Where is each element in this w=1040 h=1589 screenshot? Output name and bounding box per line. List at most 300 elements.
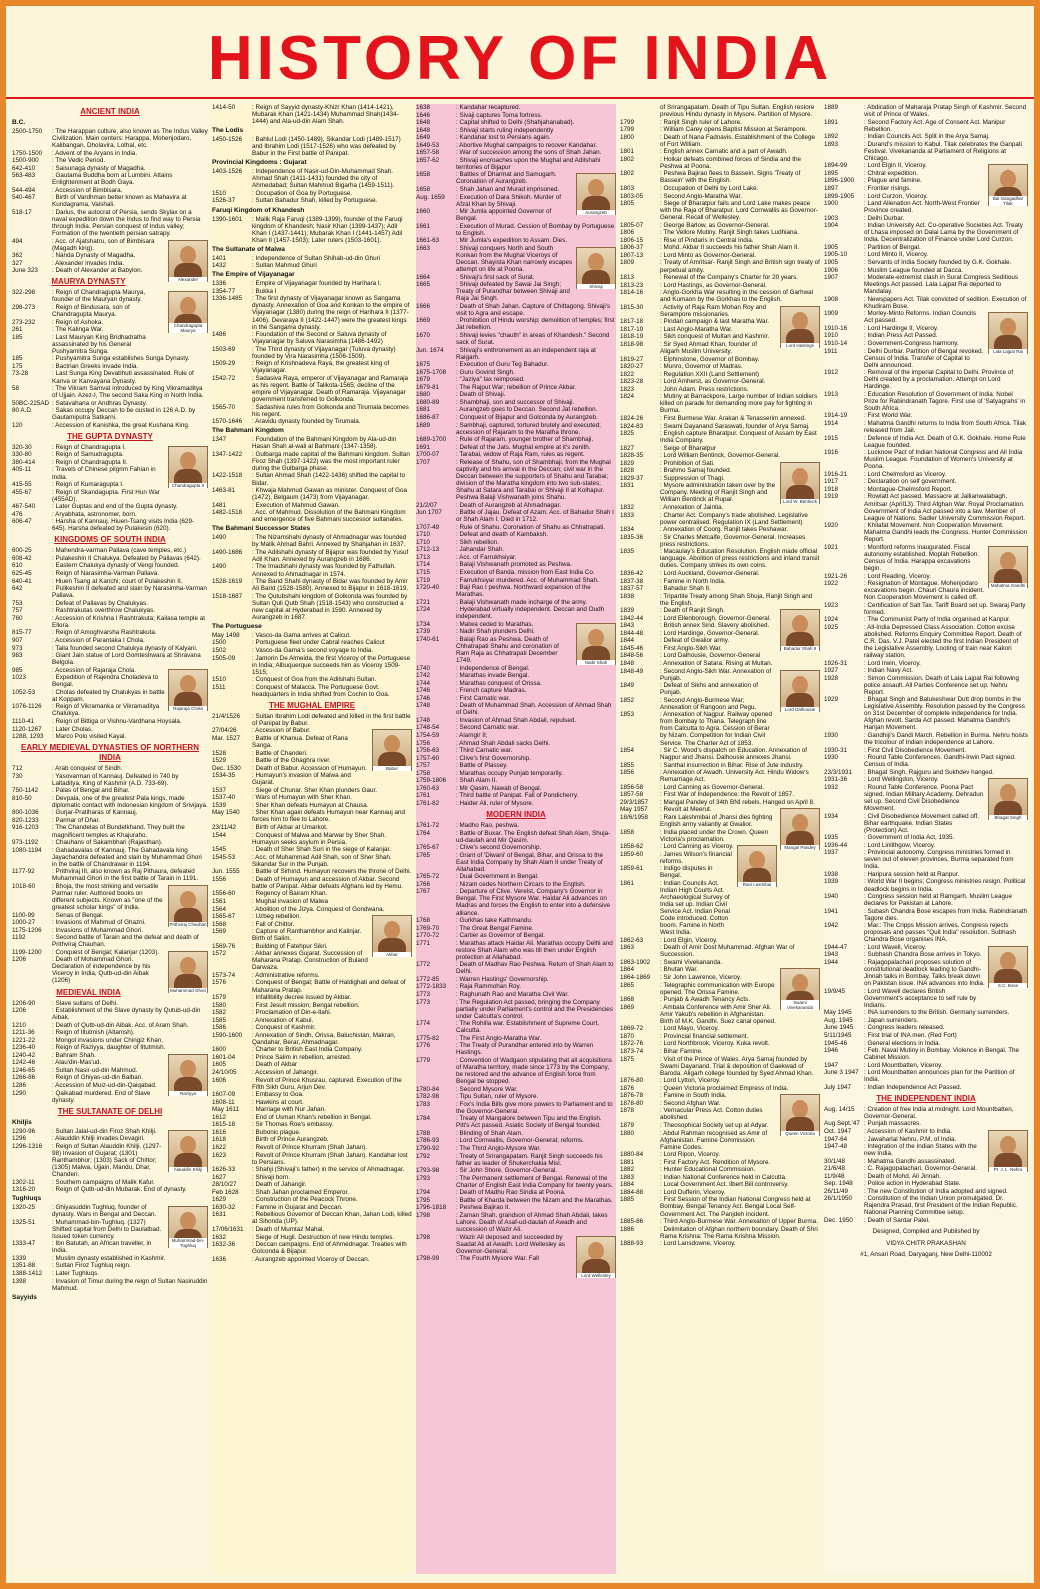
entry-date: 1900 [824,200,839,208]
entry-text: : Newspapers Act. Tilak convicted of sedition. Execution of Khudiram Bose. [864,295,1027,310]
entry-date: 642 [12,585,23,593]
entry-text: : Lord Lansdowne, Viceroy. [660,1240,736,1248]
entry-date: 1689 [416,421,431,429]
timeline-entry [12,187,208,194]
publisher-credit: Designed, Compiled and Published by [872,1228,980,1236]
entry-text: : Advent of the Aryans in India. [52,149,138,157]
timeline-entry [212,1002,412,1009]
entry-text: : Indian Independence Act Passed. [864,1083,962,1091]
timeline-entry [416,940,616,961]
portrait [168,1054,208,1096]
timeline-entry [212,487,412,501]
entry-text: : Accession of Krishna I Rashtrakuta; Kailasa temple at Ellora. [52,614,205,629]
timeline-entry [620,156,820,170]
entry-date: 1929 [824,696,839,704]
timeline-entry [416,925,616,932]
timeline-entry [212,549,412,563]
entry-text: : Last Anglo-Maratha War. [660,325,733,333]
entry-text: : Defeat of Pallavas by Chalukyas. [52,599,148,607]
timeline-entry [824,849,1028,870]
timeline-entry [12,726,208,733]
portrait [372,915,412,957]
portrait [780,670,820,712]
entry-date: 820-1233 [12,816,39,824]
timeline-entry [212,436,412,450]
poster [6,6,1034,1583]
timeline-entry [824,1128,985,1135]
entry-date: 1884-88 [620,1188,644,1196]
entry-date: 1302-11 [12,1178,35,1186]
timeline-entry [212,280,412,287]
entry-text: : Second Anglo-Sikh War. Annexation of Punjab. [660,667,772,682]
timeline-entry [824,1062,1028,1069]
entry-date: Dec. 1530 [212,764,241,772]
entry-date: 1661-63 [416,237,440,245]
timeline-entry [824,1084,1028,1091]
entry-date: 1649 [416,134,431,142]
entry-text: : Marco Polo visited Kayal. [52,733,127,741]
timeline-entry [212,1241,412,1255]
timeline-entry [416,830,616,844]
timeline-entry [212,802,412,809]
entry-date: 1052-53 [12,688,36,696]
portrait-face [384,921,400,939]
entry-date: 1835-36 [620,533,644,541]
entry-date: 1771 [416,939,431,947]
entry-date: 1772 [416,961,431,969]
timeline-entry [620,386,820,393]
entry-text: : Slave sultans of Delhi. [52,999,118,1007]
entry-text: : Lord Chelmsford as Viceroy. [864,470,947,478]
timeline-entry [620,1174,820,1181]
entry-date: 1657-58 [416,149,440,157]
entry-date: 1795 [416,1196,431,1204]
entry-date: 1848-56 [620,652,644,660]
timeline-entry [416,127,616,134]
timeline-entry [12,334,165,355]
entry-date: 1236-40 [12,1044,36,1052]
timeline-entry [416,1167,616,1174]
entry-date: 1939 [824,878,839,886]
timeline-entry [824,486,1028,493]
entry-text: : Pindari campaign & last Maratha War. [660,318,769,326]
timeline-entry [12,1082,165,1089]
portrait-face [588,253,604,271]
entry-date: 1612 [212,1113,227,1121]
portrait-caption: Shivaji [577,284,615,289]
entry-date: 1631 [212,1211,227,1219]
entry-date: 1500 [212,639,227,647]
timeline-entry [416,665,573,672]
entry-text: : Holkar defeats combined forces of Sindia and the Peshwa at Poona. [660,155,802,170]
entry-text: : Declaration on self government. [864,478,957,486]
timeline-entry [620,607,777,614]
timeline-entry [620,1048,820,1055]
entry-date: 1606 [212,1076,227,1084]
timeline-entry [212,950,369,971]
portrait-face [180,452,196,470]
timeline-entry [212,684,412,698]
timeline-entry [416,223,616,237]
entry-date [620,104,660,118]
entry-date: 1817-19 [620,325,644,333]
timeline-entry [620,799,820,806]
entry-text: : Seige of Bharatpur [660,444,717,452]
timeline-entry [212,418,412,425]
entry-text: : India placed under the Crown. Queen Victoria's proclamation. [660,828,769,843]
entry-text: : Release of Shahu, son of Shambhaji, from the Mughal captivity and his arrival in the Deccan; civil war in the Deccan between the supporters of Shahu and Tarabai; division of the Maratha kingdom into two sub-states; Shahu at Satara and Tarabai or Shivaji II at Kolhapur. Peshwa Balaji Vishwanath joins Shahu. [456,458,611,501]
entry-date: 1296-1316 [12,1142,43,1150]
entry-text: : Annexation of Satara. Rising at Multan. [660,660,773,668]
entry-date: 1764 [416,829,431,837]
timeline-entry [620,814,777,828]
entry-text: : The Vellore Mutiny. Ranjit Singh takes Ludhiana. [660,229,799,237]
entry-text: : Montford reforms inaugurated. Fiscal autonomy established. Moplah Rebellion. Census of India. Harappa excavations begin. [864,543,980,572]
portrait-face [180,1060,196,1078]
entry-text: : George Barlow, as Governor-General. [660,221,770,229]
entry-date: 1206 [12,1007,27,1015]
entry-text: : Wazir Ali deposed and succeeded by Saadat Ali at Awadh. Lord Wellesley as Governor-General. [456,1233,565,1255]
entry-date: 1746 [416,694,431,702]
timeline-entry [620,1159,820,1166]
timeline-entry [620,185,820,192]
entry-date: 625-45 [12,570,32,578]
entry-date: 1793-98 [416,1167,440,1175]
entry-text: : Servants of India Society founded by G.K. Gokhale. [864,258,1012,266]
timeline-entry [620,982,777,996]
portrait-caption: Lord Wellesley [577,1273,615,1278]
timeline-entry [416,852,616,873]
entry-date: 1775-82 [416,1034,440,1042]
entry-text: : Invasion of Timur during the reign of Sultan Nasiruddin Mahmud. [52,1277,208,1292]
entry-date: 1679 [416,376,431,384]
entry-date: 1798 [416,1233,431,1241]
timeline-entry [824,141,1028,162]
entry-text: : Munro, Governor of Madras. [660,363,743,371]
entry-text: : Mysore administration taken over by the Company. Meeting of Ranjit Singh and William Bentinck at Rupar. [660,482,776,504]
entry-date: 362 [12,252,23,260]
entry-text: : The Rajput War; rebellion of Prince Akbar. [456,383,577,391]
entry-text: : Shivaji's first sack of Surat. [456,273,535,281]
entry-text: : Famine in North India. [660,577,726,585]
entry-text: : Lord Linlithgow, Viceroy. [864,841,936,849]
section-heading: MEDIEVAL INDIA [56,987,121,997]
entry-text: : Reign of Iltutmish (Altamsh). [52,1029,135,1037]
timeline-entry [824,1143,985,1157]
entry-date: 1569-76 [212,942,236,950]
entry-text: : Peshwa Bajirao II. [456,1204,511,1212]
entry-date: June 323 [12,267,38,275]
entry-text: : Bhoja, the most striking and versatile Parmar ruler. Authored books on different subjects. Known as "one of the greatest scholar kings" of India. [52,882,163,911]
entry-date: 1463-81 [212,487,236,495]
entry-date: 1876-78 [620,1092,644,1100]
portrait-caption: Bhagat Singh [989,815,1027,820]
timeline-entry [12,1000,208,1007]
timeline-entry [620,126,820,133]
entry-date: 1510 [212,189,227,197]
timeline-entry [824,732,1028,746]
timeline-entry [824,449,1028,470]
entry-text: : Sadasiva Raya, emperor of Vijayanagar and Ramaraja as his regent. Battle of Talikota-1565; decline of the empire of Vijayanagar. Death of Ramaraja. Vijayanagar government transferred to Golkonda. [252,374,408,404]
entry-text: : Parmar of Dhar. [52,816,100,824]
entry-text: : Construction of the Peacock Throne. [252,1196,358,1204]
entry-date: 518-17 [12,209,32,217]
entry-text: : Constitution of the Indian Union promulgated. Dr. Rajendra Prasad, first President of the Indian Republic. National Planning Committee setup. [864,1195,1018,1217]
timeline-entry [12,1179,208,1186]
timeline-entry [416,171,573,185]
portrait [988,312,1028,354]
entry-text: : Haider Ali, ruler of Mysore. [456,799,534,807]
entry-text: : Accession of Jahangir. [252,1069,319,1077]
entry-text: : British annex Sind. Slavery abolished. [660,622,770,630]
entry-date: 1664 [416,273,431,281]
timeline-entry [416,991,616,998]
entry-text: : Raja Rammohan Roy. [456,983,521,991]
timeline-entry [212,1189,412,1196]
entry-date: 1573-74 [212,971,236,979]
timeline-entry [824,200,985,214]
timeline-entry [212,1114,412,1121]
entry-date: 800-1036 [12,809,39,817]
timeline-entry [12,1052,165,1059]
timeline-entry [12,304,165,318]
entry-text: : Execution of Banda. mission from East India Co. [456,568,595,576]
entry-date: 1914-19 [824,412,848,420]
entry-date: 1930-31 [824,746,848,754]
entry-text: : French capture Madras. [456,687,527,695]
portrait-face [588,179,604,197]
entry-date: 185 [12,333,23,341]
timeline-entry [212,854,412,868]
timeline-entry [620,843,734,850]
entry-text: : Second Afghan War. [660,1099,721,1107]
timeline-entry [212,898,412,905]
entry-text: : Invasions of Mahmud of Ghazni. [52,919,146,927]
timeline-entry [824,922,1028,943]
entry-date: 1569 [212,928,227,936]
entry-date: 1801 [620,148,635,156]
timeline-entry [620,104,820,118]
timeline-entry [824,104,1028,118]
entry-text: : Lord Wellingdon, Viceroy. [864,776,939,784]
timeline-entry [212,1256,412,1263]
timeline-entry [416,1234,573,1255]
entry-date: 2500-1750 [12,128,43,135]
entry-text: : Khilafat Movement. Non Cooperation Movement. Mahatma Gandhi leads the Congress. Hunter Commission Report. [864,522,1028,544]
timeline-entry [416,208,573,222]
timeline-entry [620,200,820,221]
timeline-entry [416,444,616,451]
portrait-caption: Babur [373,766,411,771]
entry-text: : Death of Mohd. Ali Jinnah. [864,1172,942,1180]
entry-text: : Feb. Naval Mutiny in Bombay. Violence in Bengal. The Cabinet Mission. [864,1047,1020,1062]
portrait-face [180,675,196,693]
entry-date: 1910 [824,332,839,340]
timeline-entry [416,194,573,208]
timeline-entry [824,222,1028,243]
entry-date: 1630-32 [212,1203,236,1211]
entry-text: : Lord Mountbatten announces plan for the Partition of India. [864,1069,1015,1084]
entry-text: : Later Guptas and end of the Gupta dynasty. [52,503,178,511]
entry-date: 29/3/1857 [620,798,649,806]
portrait-face [749,851,765,869]
entry-date: 1590-1600 [212,1031,243,1039]
entry-text: : First trial of INA men. (Red Fort) [864,1031,957,1039]
entry-date: 1790-92 [416,1145,440,1153]
timeline-entry [620,645,777,652]
entry-text: : Peshwa Bajirao flees to Bassein. Signs 'Treaty of Bassein' with the English. [660,170,801,185]
timeline-entry [824,251,1028,258]
entry-date: 1756 [416,739,431,747]
timeline-entry [416,332,616,346]
timeline-entry [620,585,820,592]
entry-text: : Conquest of Bengal; Kalanjar (1203). [52,948,160,956]
entry-text: : First Anglo-Sikh War. [660,644,723,652]
timeline-entry [12,733,208,740]
timeline-entry [212,772,369,786]
portrait [168,951,208,993]
entry-date: 320-30 [12,443,32,451]
entry-text: : Malik Raja Faruqi (1389-1399), founder of the Faruqi kingdom of Khandesh; Nasir Khan (1399-1437); Adil Khan I (1437-1441); Mubarak Khan I (1441-1457) Adil Khan II (1457-1503); Later rulers (1503-1601). [252,215,403,244]
entry-text: : The Barid Shahi dynasty of Bidar was founded by Amir Ali Barid (1528-1580). Annexed to Bijapur in 1618-1619. [252,578,409,593]
timeline-entry [416,157,616,171]
timeline-entry [212,1009,412,1016]
entry-text: : Mir Qasim, Nawab of Bengal. [456,784,542,792]
entry-date: 1806-15 [620,236,644,244]
timeline-entry [212,534,412,548]
entry-date: 1879 [620,1121,635,1129]
entry-text: : First Jesuit mission; Bengal rebellion. [252,1001,360,1009]
entry-text: : Government of India Act, 1935. [864,834,955,842]
entry-date: 1422-1518 [212,472,243,480]
entry-text: : Chitral expedition. [864,169,918,177]
timeline-entry [620,452,820,459]
timeline-entry [212,787,412,794]
entry-text: : Saisunaga dynasty of Magadha. [52,164,146,172]
entry-text: : Sher Khan again defeats Humayun near Kannauj and forces him to flee to Lahore. [252,809,405,824]
timeline-entry [212,509,412,523]
entry-date: 1648 [416,119,431,127]
timeline-entry [12,481,165,488]
timeline-entry [12,400,208,407]
entry-date: 640-41 [12,577,32,585]
entry-date: 1842-44 [620,614,644,622]
timeline-entry [12,1090,165,1104]
entry-text: : Accession of Kashmir to India. [864,1127,952,1135]
entry-text: : The Vedic Period. [52,157,106,165]
entry-text: : Acc. of Farrukhsiyar. [456,553,517,561]
timeline-entry [620,229,820,236]
entry-date: Sep. 1948 [824,1180,853,1188]
entry-text: : Sultan Bahadur Shah, killed by Portuguese. [252,197,378,205]
timeline-entry [824,119,1028,133]
entry-date: 1880 [620,1129,635,1137]
timeline-entry [416,732,616,739]
timeline-entry [212,1211,412,1225]
timeline-entry [416,399,616,406]
timeline-entry [620,851,734,865]
timeline-entry [824,412,1028,419]
entry-text: : Marathas invade Bengal. [456,672,530,680]
entry-date: 1865 [620,981,635,989]
timeline-entry [12,555,208,562]
timeline-entry [416,599,616,606]
timeline-entry [12,847,208,868]
timeline-entry [212,1226,412,1233]
entry-date: 983 [12,652,23,660]
entry-date: 1100-99 [12,911,35,919]
entry-date: 1576 [212,979,227,987]
entry-date: 1490-1686 [212,548,243,556]
timeline-entry [12,289,165,303]
entry-date: 1748-54 [416,724,440,732]
entry-text: : Frontier risings. [864,185,911,193]
entry-date: 1561 [212,897,227,905]
entry-date: 18/6/1958 [620,814,649,821]
portrait-face [1000,784,1016,802]
entry-date: 1926-31 [824,659,848,667]
entry-date: 1807-13 [620,251,644,259]
entry-date: 1649-53 [416,141,440,149]
entry-text: : Sher Khan defeats Humayun at Chausa. [252,801,369,809]
section-heading: KINGDOMS OF SOUTH INDIA [54,535,166,545]
timeline-entry [824,834,1028,841]
entry-text: : Baji Rao I peshwa. Northward expansion of the Marathas. [456,584,591,599]
entry-date: 1800 [620,133,635,141]
entry-date: 600-25 [12,547,32,555]
entry-text: : Annexation of Nagpur. Railway opened from Bombay to Thana. Telegraph line from Calcutta to Agra. Cession of Berar by Nizam. Competition for Indian Civil Service. The Charter Act of 1853. [660,711,773,747]
timeline-entry [620,865,734,879]
entry-text: : Pulakeshin II Chalukya. Defeated by Pallavas (642). [52,554,201,562]
entry-date: 1894-99 [824,162,848,170]
timeline-entry [824,185,985,192]
entry-text: : Japan surrenders. [864,1016,919,1024]
portrait-face [1000,318,1016,336]
entry-text: : Bahram Shah. [52,1051,96,1059]
entry-date: 1886 [620,1225,635,1233]
timeline-entry [12,703,165,717]
timeline-entry [620,1107,777,1121]
timeline-entry [824,133,1028,140]
entry-date: 1923 [824,601,839,609]
timeline-entry [620,363,820,370]
timeline-entry [416,888,616,916]
timeline-entry [620,445,820,452]
entry-date: 1861 [620,879,635,887]
timeline-entry [12,1278,208,1292]
entry-date: 1908 [824,295,839,303]
entry-date: 1924 [824,616,839,624]
entry-text: : Death of Sher Shah Suri in the siege of Kalanjar. [252,846,391,854]
entry-date: Feb 1628 [212,1188,239,1196]
timeline-entry [12,1262,208,1269]
timeline-entry [12,652,208,666]
entry-text: : Aurangzeb appointed Viceroy of Deccan. [252,1255,370,1263]
timeline-entry [620,784,820,791]
entry-text: : Bubonic plague. [252,1128,301,1136]
entry-date: 1873-74 [620,1048,644,1055]
entry-date: 1503-69 [212,345,236,353]
entry-text: : Alamgir II; [456,731,488,739]
portrait-caption: Lord Hastings [781,343,819,348]
subsection-heading: The Empire of Vijayanagar [212,271,295,279]
entry-date: 985 [12,666,23,674]
entry-text: : Sultan Jalal-ud-din Firoz Shah Khilji. [52,1127,157,1135]
timeline-entry [212,979,412,993]
timeline-entry [12,1059,165,1066]
entry-date: 1862-63 [620,936,644,944]
entry-text: : Durand's mission to Kabul. Tilak celebrates the Ganpati Festival. Vivekananda at Parliament of Religions at Chicago. [864,140,1023,162]
